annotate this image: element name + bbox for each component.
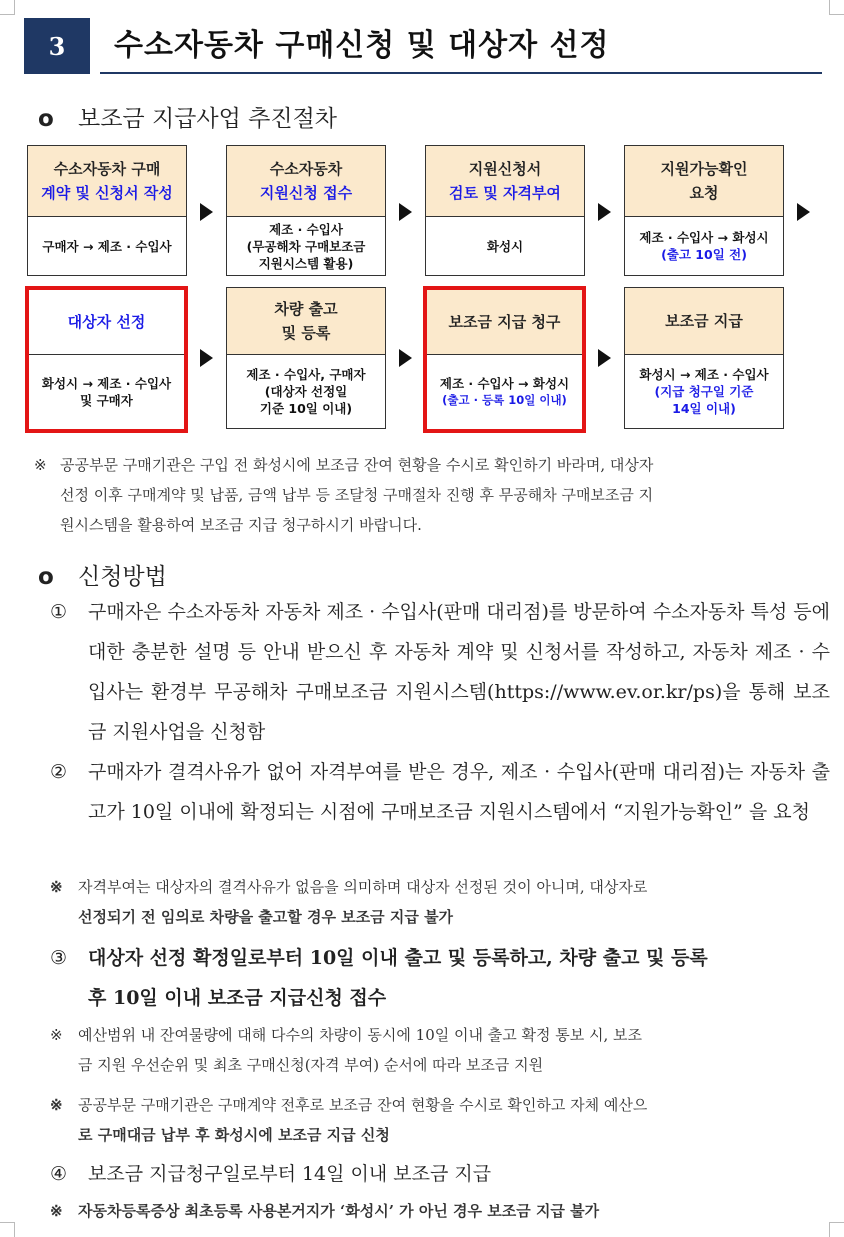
flow-step-7	[423, 286, 586, 433]
flow-step-2	[226, 145, 386, 276]
step-actor-detail: 및 구매자	[80, 393, 133, 408]
note-mark: ※	[50, 878, 63, 896]
step-title-highlight: 계약 및 신청서 작성	[41, 184, 173, 202]
flow-arrow	[598, 203, 611, 221]
item-text: 보조금 지급청구일로부터 14일 이내 보조금 지급	[88, 1163, 492, 1185]
item-text: 구매자은 수소자동차 자동차 제조 · 수입사(판매 대리점)를 방문하여 수소자동차 특성 등에 대한 충분한 설명 등 안내 받으신 후 자동차 계약 및 신청서를 작성하고, 자동차 제조 · 수입사는 환경부 무공해차 구매보조금 지원시스템(https://www.ev.or.kr/ps)을 통해 보조금 지원사업을 신청함	[88, 601, 831, 743]
section-bullet: o	[38, 106, 54, 132]
step-actor: 제조 · 수입사	[269, 221, 343, 237]
note-line: 선정 이후 구매계약 및 납품, 금액 납부 등 조달청 구매절차 진행 후 무공해차 구매보조금 지	[60, 486, 654, 504]
step-title: 수소자동차 구매	[53, 160, 161, 178]
section-bullet: o	[38, 564, 54, 590]
step-actor: 제조 · 수입사 → 화성시	[639, 230, 769, 245]
note-text: 공공부문 구매기관은 구매계약 전후로 보조금 잔여 현황을 수시로 확인하고 자체 예산으	[78, 1096, 648, 1114]
step-title-highlight: 지원신청 접수	[259, 184, 353, 202]
step-title-line: 차량 출고	[274, 300, 338, 318]
step-title: 지원신청서	[468, 160, 542, 178]
item-number: ①	[50, 601, 68, 623]
step-title: 보조금 지급 청구	[448, 313, 561, 331]
title-underline	[100, 72, 822, 74]
note-line	[50, 1020, 830, 1050]
note-mark: ※	[50, 1202, 63, 1220]
section-heading-method	[38, 558, 167, 591]
item-text: 대상자 선정 확정일로부터 10일 이내 출고 및 등록하고, 차량 출고 및 등록	[88, 947, 708, 969]
note-text: 공공부문 구매기관은 구입 전 화성시에 보조금 잔여 현황을 수시로 확인하기 바라며, 대상자	[60, 456, 654, 474]
flow-step-6	[226, 287, 386, 429]
item-number: ③	[50, 947, 68, 969]
section-number-badge: 3	[24, 18, 90, 74]
step-actor: 화성시	[486, 238, 524, 254]
flow-arrow	[797, 203, 810, 221]
item-text: 구매자가 결격사유가 없어 자격부여를 받은 경우, 제조 · 수입사(판매 대리점)는 자동차 출고가 10일 이내에 확정되는 시점에 구매보조금 지원시스템에서 “지원가능확인” 을 요청	[88, 761, 830, 823]
note-text: 예산범위 내 잔여물량에 대해 다수의 차량이 동시에 10일 이내 출고 확정 통보 시, 보조	[78, 1026, 643, 1044]
step-actor: 제조 · 수입사 → 화성시	[439, 376, 570, 391]
step-actor-detail: 지원시스템 활용)	[258, 255, 354, 271]
step-actor-detail: (대상자 선정일	[264, 384, 348, 399]
step-title: 수소자동차	[269, 160, 343, 178]
note-line	[34, 450, 834, 480]
item-line: 후 10일 이내 보조금 지급신청 접수	[88, 987, 387, 1009]
note-public-budget	[50, 1090, 830, 1150]
note-line: 원시스템을 활용하여 보조금 지급 청구하시기 바랍니다.	[60, 516, 422, 534]
step-deadline: (지급 청구일 기준 14일 이내)	[654, 384, 754, 416]
step-title-highlight: 검토 및 자격부여	[449, 184, 561, 202]
note-line	[50, 1090, 830, 1120]
section-title: 신청방법	[78, 564, 167, 590]
note-line	[50, 872, 830, 902]
step-item-4	[50, 1154, 830, 1194]
step-actor-detail: 기준 10일 이내)	[259, 401, 353, 416]
note-line: 선정되기 전 임의로 차량을 출고할 경우 보조금 지급 불가	[78, 908, 454, 926]
step-item-2	[50, 752, 830, 832]
corner-mark-bottom-right	[829, 1222, 844, 1237]
note-mark: ※	[50, 1026, 63, 1044]
corner-mark-top-right	[829, 0, 844, 15]
step-actor-detail: (무공해차 구매보조금	[246, 238, 366, 254]
flow-arrow	[399, 349, 412, 367]
step-title: 보조금 지급	[665, 312, 743, 330]
flow-step-8	[624, 287, 784, 429]
note-text: 자격부여는 대상자의 결격사유가 없음을 의미하며 대상자 선정된 것이 아니며, 대상자로	[78, 878, 648, 896]
flow-step-4	[624, 145, 784, 276]
page-title: 수소자동차 구매신청 및 대상자 선정	[114, 28, 610, 63]
flow-arrow	[200, 349, 213, 367]
flow-step-1	[27, 145, 187, 276]
flow-arrow	[200, 203, 213, 221]
corner-mark-bottom-left	[0, 1222, 15, 1237]
note-text: 자동차등록증상 최초등록 사용본거지가 ‘화성시’ 가 아닌 경우 보조금 지급 불가	[78, 1202, 600, 1220]
note-eligibility	[50, 872, 830, 932]
step-deadline: (출고 10일 전)	[661, 247, 747, 262]
step-actor: 화성시 → 제조 · 수입사	[639, 367, 769, 382]
step-item-1	[50, 592, 830, 752]
step-title-highlight: 대상자 선정	[67, 313, 146, 331]
corner-mark-top-left	[0, 0, 15, 15]
flow-step-5	[25, 286, 188, 433]
step-actor: 화성시 → 제조 · 수입사	[41, 376, 172, 391]
note-priority	[50, 1020, 830, 1080]
flow-arrow	[399, 203, 412, 221]
item-line	[50, 938, 830, 978]
flow-step-3	[425, 145, 585, 276]
step-title: 및 등록	[281, 324, 331, 342]
step-actor: 구매자 → 제조 · 수입사	[42, 238, 172, 254]
flow-arrow	[598, 349, 611, 367]
step-actor: 제조 · 수입사, 구매자	[246, 367, 366, 382]
step-item-3	[50, 938, 830, 1018]
note-mark: ※	[50, 1096, 63, 1114]
note-mark: ※	[34, 456, 47, 474]
item-number: ②	[50, 761, 68, 783]
note-line: 로 구매대금 납부 후 화성시에 보조금 지급 신청	[78, 1126, 390, 1144]
section-title: 보조금 지급사업 추진절차	[78, 106, 338, 132]
step-title: 요청	[689, 184, 719, 202]
step-deadline: (출고 · 등록 10일 이내)	[442, 393, 567, 407]
step-title: 지원가능확인	[660, 160, 748, 178]
step-title	[274, 297, 337, 321]
note-line: 금 지원 우선순위 및 최초 구매신청(자격 부여) 순서에 따라 보조금 지원	[78, 1056, 544, 1074]
item-number: ④	[50, 1163, 68, 1185]
section-heading-procedure	[38, 100, 337, 133]
note-public-buyers	[34, 450, 834, 540]
note-registration	[50, 1196, 830, 1226]
